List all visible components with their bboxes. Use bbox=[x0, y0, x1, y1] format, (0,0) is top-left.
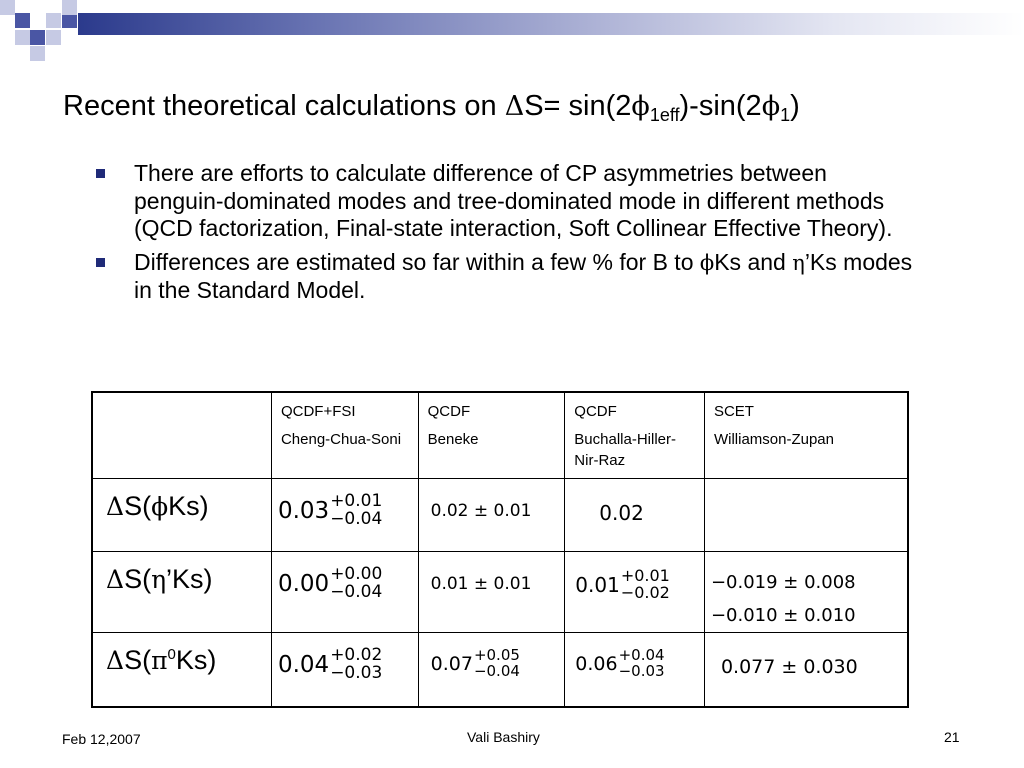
header-method: SCET bbox=[713, 403, 754, 420]
title-text: Recent theoretical calculations on bbox=[63, 90, 505, 122]
bullet-list bbox=[96, 160, 916, 311]
bullet-marker bbox=[96, 258, 105, 267]
asym-value bbox=[575, 568, 670, 602]
error-minus: −0.04 bbox=[330, 508, 383, 529]
row-label-pre: S( bbox=[124, 491, 152, 521]
asym-value bbox=[278, 493, 382, 529]
error-stack bbox=[330, 647, 382, 683]
footer-author: Vali Bashiry bbox=[467, 729, 540, 745]
deco-square bbox=[30, 30, 45, 45]
bullet-eta: η bbox=[792, 250, 805, 275]
header-cell bbox=[418, 392, 565, 479]
header-cell bbox=[271, 392, 418, 479]
label-sup: 0 bbox=[167, 646, 176, 663]
table-row bbox=[92, 552, 908, 633]
error-plus: +0.04 bbox=[618, 646, 665, 664]
error-plus: +0.02 bbox=[330, 645, 383, 665]
error-stack bbox=[619, 648, 665, 680]
header-authors: Cheng-Chua-Soni bbox=[280, 431, 402, 448]
sym-value: −0.019 ± 0.008 bbox=[710, 572, 856, 593]
error-stack bbox=[330, 566, 382, 602]
title-sub-1eff: 1eff bbox=[649, 105, 680, 125]
asym-value bbox=[278, 647, 382, 683]
value-cell bbox=[271, 552, 418, 633]
results-table bbox=[91, 391, 909, 708]
value-cell bbox=[565, 552, 705, 633]
header-method: QCDF+FSI bbox=[280, 403, 356, 420]
title-mid2: )-sin(2 bbox=[679, 90, 762, 122]
value-central: 0.03 bbox=[277, 497, 330, 524]
error-plus: +0.00 bbox=[330, 564, 383, 584]
deco-square bbox=[15, 30, 30, 45]
title-delta: Δ bbox=[504, 91, 525, 122]
value-cell bbox=[418, 552, 565, 633]
row-label-post: ’Ks) bbox=[166, 564, 213, 594]
row-label bbox=[92, 633, 271, 707]
row-label-post: Ks) bbox=[175, 645, 217, 675]
empty-header-cell bbox=[92, 392, 271, 479]
title-sub-1: 1 bbox=[780, 105, 791, 125]
footer-date: Feb 12,2007 bbox=[62, 731, 141, 747]
row-label bbox=[92, 479, 271, 552]
delta-symbol: Δ bbox=[106, 646, 125, 675]
value-central: 0.04 bbox=[277, 651, 330, 678]
header-authors: Beneke bbox=[427, 431, 479, 448]
row-label-pre: S( bbox=[124, 645, 152, 675]
slide-title bbox=[63, 90, 800, 123]
top-decoration bbox=[0, 0, 1024, 62]
error-minus: −0.04 bbox=[330, 581, 383, 602]
value-cell bbox=[704, 552, 908, 633]
asym-value bbox=[575, 648, 664, 680]
table-row bbox=[92, 633, 908, 707]
error-minus: −0.03 bbox=[330, 662, 383, 683]
sym-value: 0.077 ± 0.030 bbox=[720, 656, 858, 678]
error-stack bbox=[330, 493, 382, 529]
gradient-band bbox=[78, 13, 1024, 35]
header-authors: Williamson-Zupan bbox=[713, 431, 834, 448]
greek-symbol: η bbox=[151, 565, 167, 594]
bullet-phi: ϕ bbox=[699, 250, 715, 275]
deco-square bbox=[30, 46, 45, 61]
bullet-item bbox=[96, 249, 916, 305]
row-label bbox=[92, 552, 271, 633]
error-stack bbox=[474, 648, 520, 680]
greek-symbol: π bbox=[151, 646, 168, 675]
error-plus: +0.05 bbox=[473, 646, 520, 664]
bullet-text-2c: ’Ks modes in the Standard Model. bbox=[134, 248, 913, 303]
deco-square bbox=[15, 13, 30, 28]
greek-symbol: ϕ bbox=[151, 492, 169, 521]
bullet-marker bbox=[96, 169, 105, 178]
header-method: QCDF bbox=[427, 403, 471, 420]
header-cell bbox=[704, 392, 908, 479]
delta-symbol: Δ bbox=[106, 565, 125, 594]
value-cell bbox=[565, 633, 705, 707]
bullet-text-2a: Differences are estimated so far within a few % for B to bbox=[134, 248, 700, 275]
plain-value: 0.02 bbox=[599, 501, 644, 525]
sym-value: 0.02 ± 0.01 bbox=[430, 501, 532, 521]
value-cell bbox=[418, 633, 565, 707]
error-minus: −0.02 bbox=[620, 582, 670, 602]
value-central: 0.07 bbox=[430, 652, 473, 675]
value-cell bbox=[565, 479, 705, 552]
header-row bbox=[92, 392, 908, 479]
asym-value bbox=[278, 566, 382, 602]
sym-value: 0.01 ± 0.01 bbox=[430, 574, 532, 594]
sym-value: −0.010 ± 0.010 bbox=[710, 605, 856, 626]
value-cell bbox=[704, 479, 908, 552]
bullet-item bbox=[96, 160, 916, 243]
value-central: 0.00 bbox=[277, 570, 330, 597]
error-minus: −0.03 bbox=[618, 661, 665, 680]
bullet-text-1: There are efforts to calculate difference of CP asymmetries between penguin-dominated modes and tree-dominated mode in different methods (QCD factorization, Final-state interaction, Soft Collinear Effective Theory). bbox=[134, 160, 893, 241]
value-central: 0.01 bbox=[575, 572, 620, 597]
deco-square bbox=[46, 30, 61, 45]
deco-square bbox=[62, 0, 77, 15]
header-authors: Buchalla-Hiller-Nir-Raz bbox=[574, 431, 676, 469]
error-plus: +0.01 bbox=[330, 491, 383, 511]
footer-page-number: 21 bbox=[944, 729, 960, 745]
row-label-pre: S( bbox=[124, 564, 152, 594]
error-minus: −0.04 bbox=[473, 661, 520, 680]
value-cell bbox=[271, 479, 418, 552]
title-mid: S= sin(2 bbox=[524, 90, 632, 122]
delta-symbol: Δ bbox=[106, 492, 125, 521]
row-label-post: Ks) bbox=[168, 491, 209, 521]
value-cell bbox=[704, 633, 908, 707]
table-row bbox=[92, 479, 908, 552]
header-method: QCDF bbox=[574, 403, 617, 420]
deco-square bbox=[0, 0, 15, 15]
title-phi: ϕ bbox=[631, 91, 650, 122]
asym-value bbox=[431, 648, 520, 680]
header-cell bbox=[565, 392, 705, 479]
title-end: ) bbox=[790, 90, 800, 122]
value-central: 0.06 bbox=[575, 652, 618, 675]
error-stack bbox=[621, 568, 670, 602]
value-cell bbox=[271, 633, 418, 707]
value-cell bbox=[418, 479, 565, 552]
title-phi2: ϕ bbox=[761, 91, 781, 122]
deco-square bbox=[62, 13, 77, 28]
bullet-text-2b: Ks and bbox=[714, 248, 793, 275]
error-plus: +0.01 bbox=[620, 566, 670, 585]
deco-square bbox=[46, 13, 61, 28]
